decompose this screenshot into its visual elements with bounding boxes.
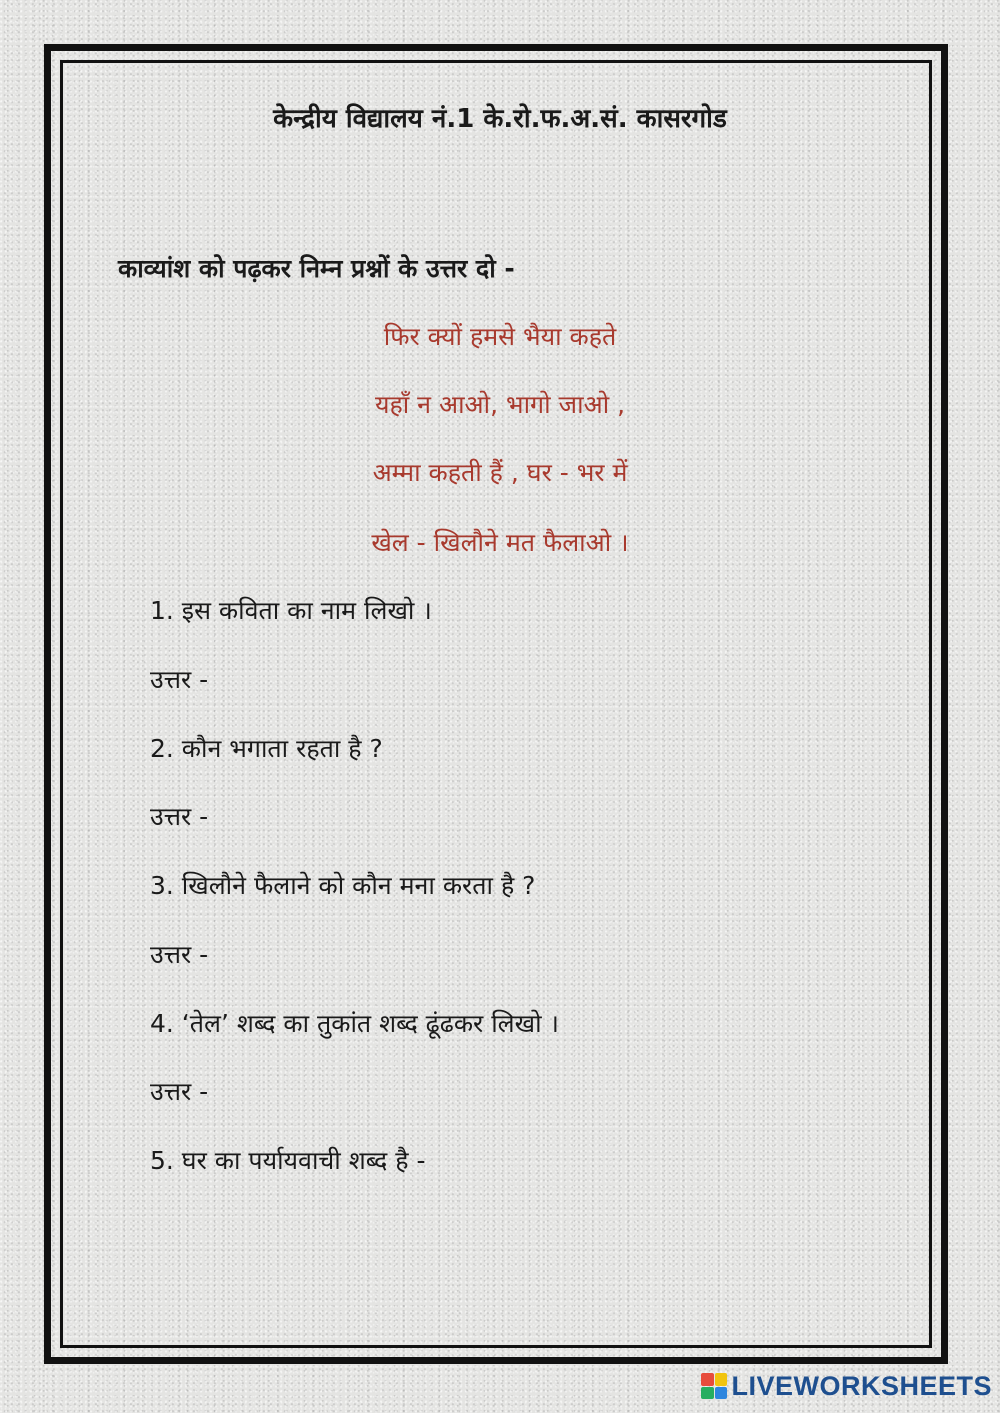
answer-label-3: उत्तर - [150,940,209,969]
logo-square-yellow [715,1373,728,1386]
answer-label-1: उत्तर - [150,665,209,694]
question-5: 5. घर का पर्यायवाची शब्द है - [150,1146,426,1175]
question-3: 3. खिलौने फैलाने को कौन मना करता है ? [150,871,536,900]
liveworksheets-brand [701,1369,992,1403]
poem-line-3: अम्मा कहती हैं , घर - भर में [372,458,628,487]
instruction-text: काव्यांश को पढ़कर निम्न प्रश्नों के उत्तर दो - [118,254,515,283]
brand-text: LIVEWORKSHEETS [731,1370,992,1401]
logo-square-green [701,1387,714,1400]
poem-line-2: यहाँ न आओ, भागो जाओ , [374,390,626,419]
answer-label-4: उत्तर - [150,1077,209,1106]
answer-label-2: उत्तर - [150,802,209,831]
question-1: 1. इस कविता का नाम लिखो । [150,596,432,625]
logo-square-red [701,1373,714,1386]
question-4: 4. ‘तेल’ शब्द का तुकांत शब्द ढूंढकर लिखो । [150,1009,559,1038]
question-2: 2. कौन भगाता रहता है ? [150,734,383,763]
liveworksheets-logo-icon [701,1373,727,1399]
poem-line-4: खेल - खिलौने मत फैलाओ । [371,528,629,557]
poem-line-1: फिर क्यों हमसे भैया कहते [383,322,617,351]
page-title: केन्द्रीय विद्यालय नं.1 के.रो.फ.अ.सं. कासरगोड [273,104,727,134]
logo-square-blue [715,1387,728,1400]
